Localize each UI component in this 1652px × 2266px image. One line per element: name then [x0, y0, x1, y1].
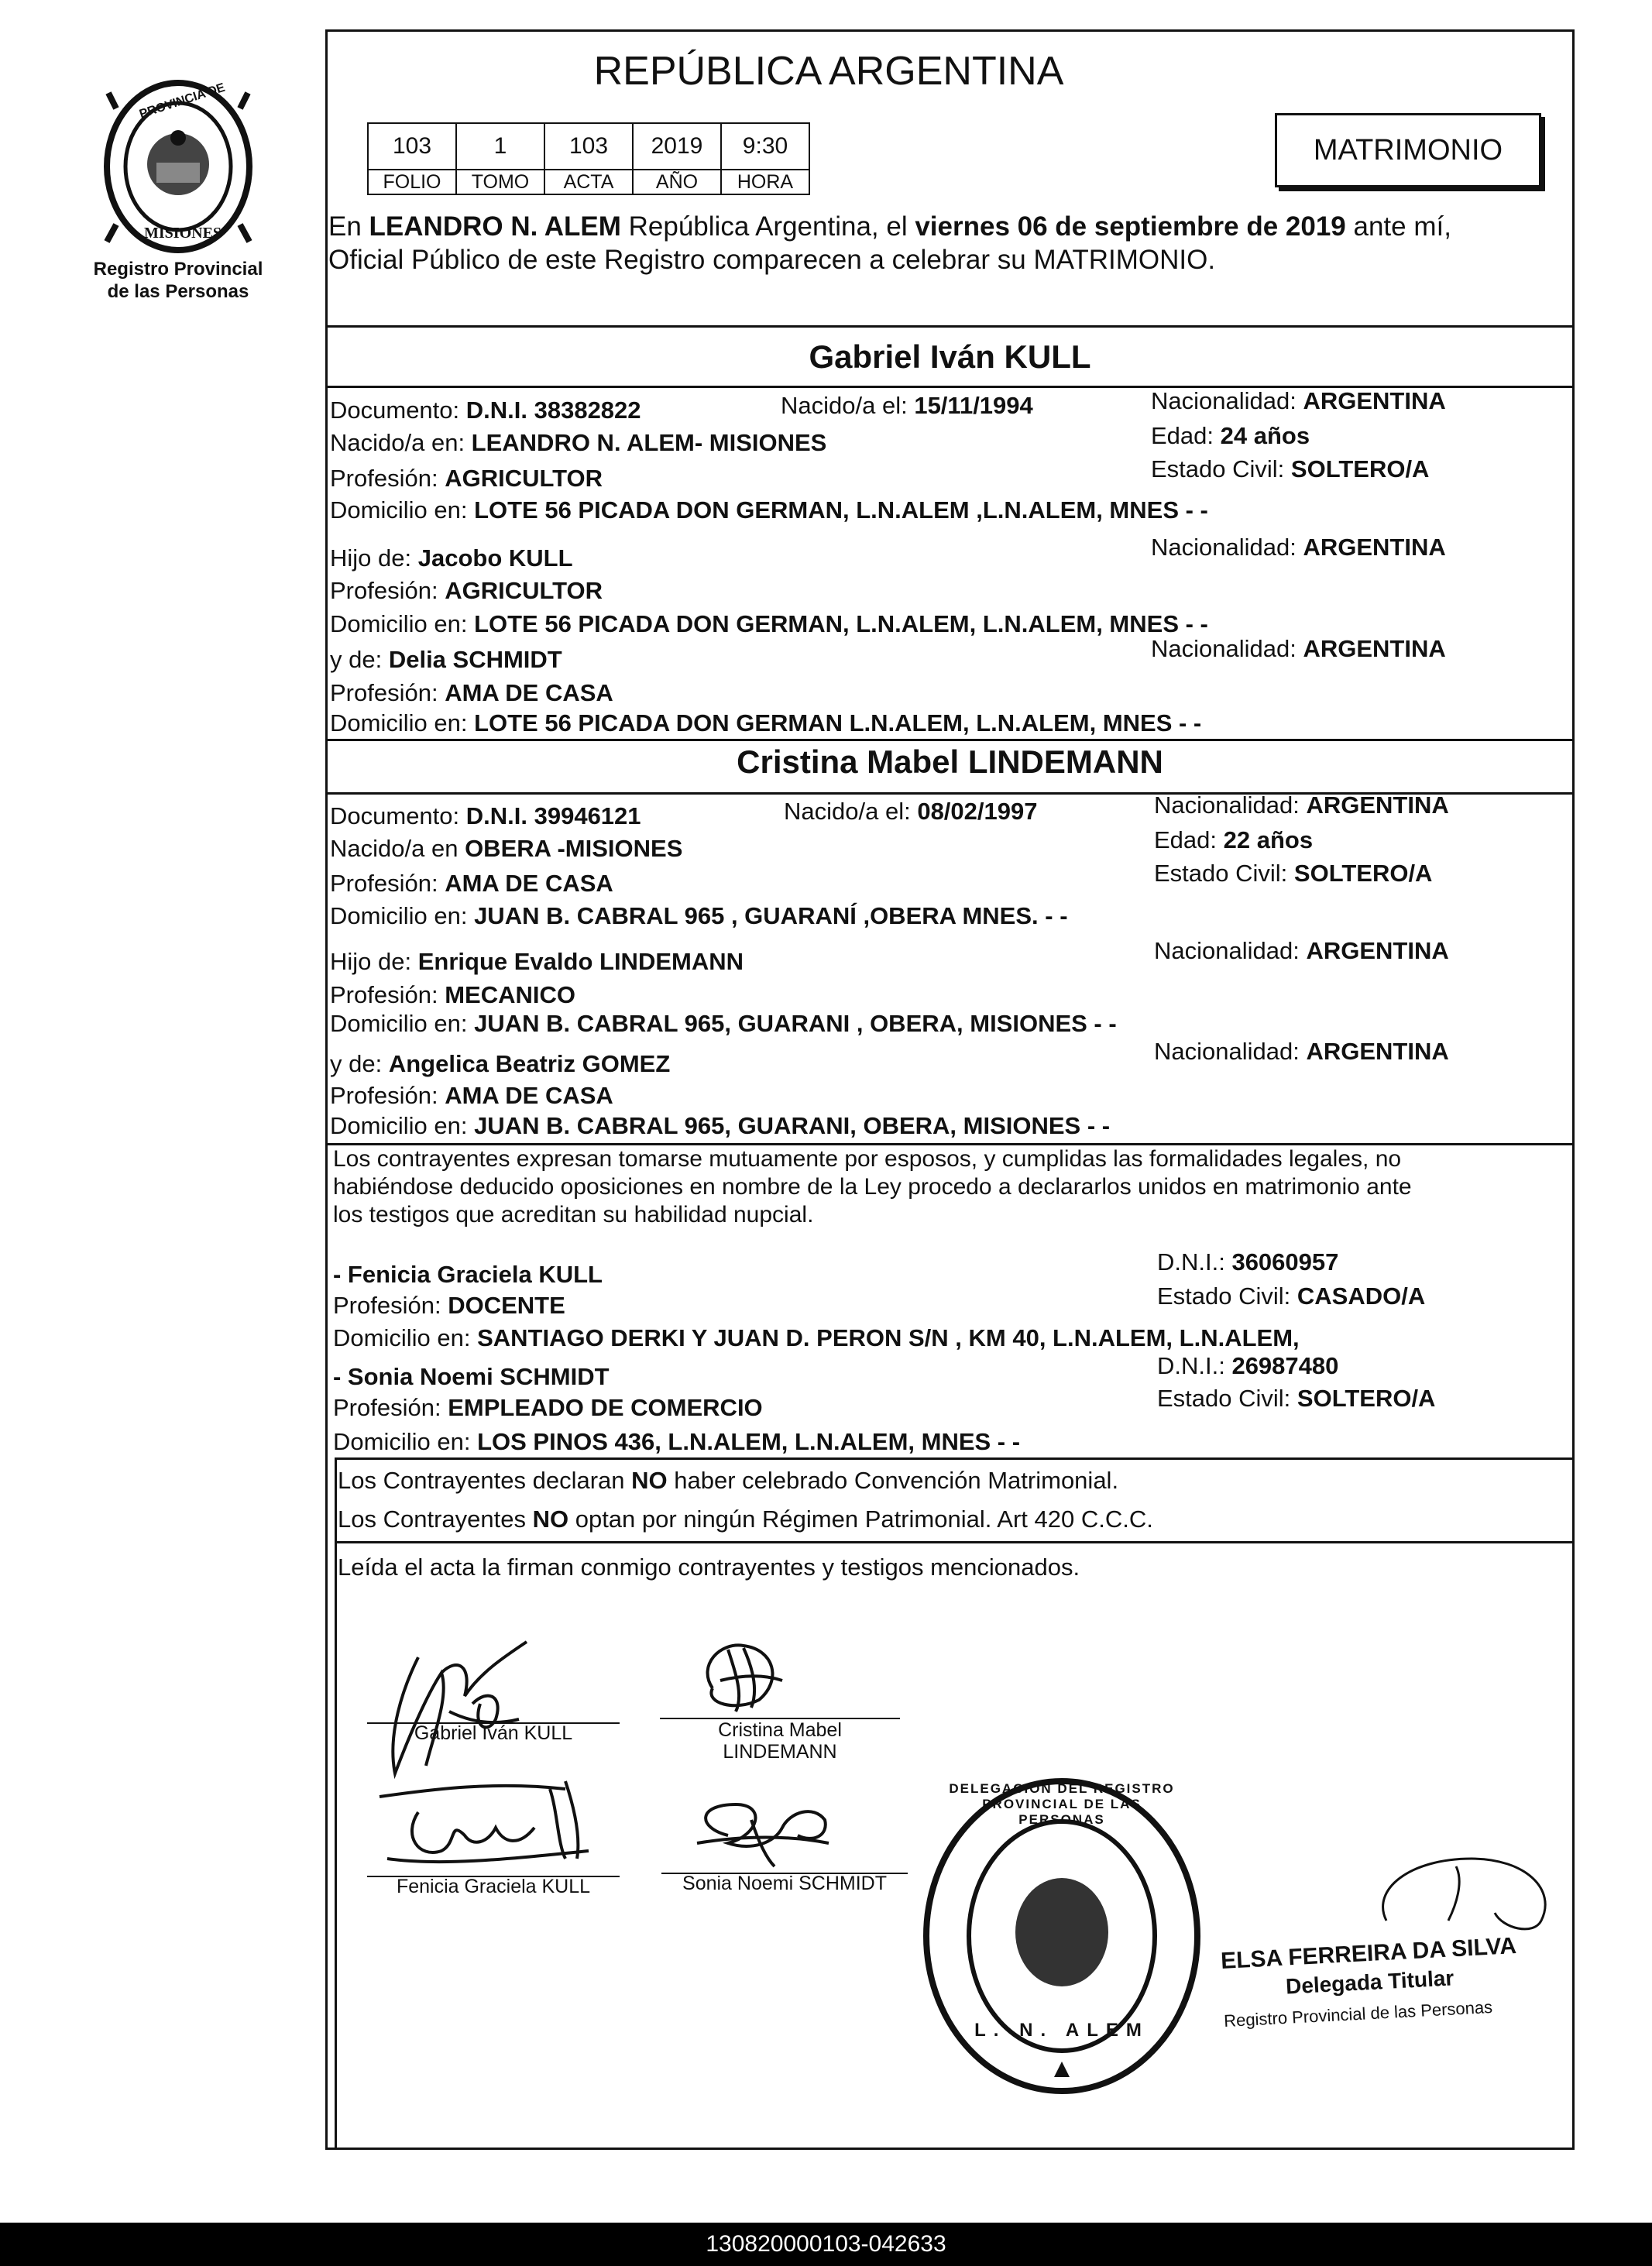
- official-org: Registro Provincial de las Personas: [1223, 1996, 1493, 2031]
- spouse1-father-nat: Nacionalidad: ARGENTINA: [1151, 534, 1446, 561]
- witness2-prof: Profesión: EMPLEADO DE COMERCIO: [333, 1394, 763, 1421]
- spouse2-father-prof: Profesión: MECANICO: [330, 981, 575, 1008]
- convention-line-1: Los Contrayentes declaran NO haber celebrado Convención Matrimonial.: [338, 1467, 1119, 1494]
- seal-text-top: PROVINCIA DE: [138, 81, 227, 122]
- spouse1-prof: Profesión: AGRICULTOR: [330, 465, 603, 492]
- signature-caption-2a: Cristina Mabel: [718, 1719, 842, 1741]
- signature-sonia-icon: [682, 1789, 836, 1882]
- anio-value: 2019: [633, 123, 721, 170]
- spouse1-civil: Estado Civil: SOLTERO/A: [1151, 455, 1430, 482]
- spouse2-father: Hijo de: Enrique Evaldo LINDEMANN: [330, 948, 744, 975]
- act-type-label: MATRIMONIO: [1313, 134, 1503, 167]
- signature-fenicia-icon: [372, 1773, 604, 1882]
- spouse1-mother: y de: Delia SCHMIDT: [330, 646, 562, 673]
- hora-value: 9:30: [721, 123, 809, 170]
- spouse2-father-nat: Nacionalidad: ARGENTINA: [1154, 937, 1449, 964]
- spouse2-prof: Profesión: AMA DE CASA: [330, 870, 613, 897]
- spouse2-nat: Nacionalidad: ARGENTINA: [1154, 791, 1449, 819]
- signature-caption-4: Sonia Noemi SCHMIDT: [682, 1873, 887, 1894]
- spouse2-civil: Estado Civil: SOLTERO/A: [1154, 860, 1433, 887]
- registry-label: [77, 258, 279, 303]
- convention-line-2: Los Contrayentes NO optan por ningún Régimen Patrimonial. Art 420 C.C.C.: [338, 1506, 1153, 1533]
- spouse1-dom: Domicilio en: LOTE 56 PICADA DON GERMAN, L.N.ALEM ,L.N.ALEM, MNES - -: [330, 496, 1208, 524]
- official-signature-icon: [1363, 1843, 1564, 1944]
- registry-label-line1: Registro Provincial: [93, 259, 263, 280]
- stamp-place: L. N. ALEM: [974, 2020, 1149, 2041]
- spouse1-born: Nacido/a el: 15/11/1994: [781, 392, 1033, 419]
- closing-text: Leída el acta la firman conmigo contrayentes y testigos mencionados.: [338, 1554, 1080, 1581]
- witness1-name: - Fenicia Graciela KULL: [333, 1261, 603, 1288]
- spouse1-mother-nat: Nacionalidad: ARGENTINA: [1151, 635, 1446, 662]
- signature-cristina-icon: [689, 1634, 798, 1719]
- witness1-prof: Profesión: DOCENTE: [333, 1292, 565, 1319]
- province-seal: [101, 77, 256, 256]
- spouse2-birthplace: Nacido/a en OBERA -MISIONES: [330, 835, 683, 862]
- spouse1-doc: Documento: D.N.I. 38382822: [330, 397, 641, 424]
- intro-place: LEANDRO N. ALEM: [369, 211, 621, 242]
- spouse2-doc: Documento: D.N.I. 39946121: [330, 802, 641, 829]
- spouse1-nat: Nacionalidad: ARGENTINA: [1151, 387, 1446, 414]
- witness2-dni: D.N.I.: 26987480: [1157, 1352, 1339, 1379]
- witness1-dom: Domicilio en: SANTIAGO DERKI Y JUAN D. PERON S/N , KM 40, L.N.ALEM, L.N.ALEM,: [333, 1324, 1300, 1351]
- declaration-line-2: habiéndose deducido oposiciones en nombre de la Ley procedo a declararlos unidos en matrimonio ante: [333, 1174, 1412, 1200]
- spouse2-born: Nacido/a el: 08/02/1997: [784, 798, 1038, 825]
- spouse2-mother-dom: Domicilio en: JUAN B. CABRAL 965, GUARANI, OBERA, MISIONES - -: [330, 1112, 1111, 1139]
- witness1-civil: Estado Civil: CASADO/A: [1157, 1282, 1426, 1310]
- hora-header: HORA: [721, 170, 809, 194]
- spouse1-mother-dom: Domicilio en: LOTE 56 PICADA DON GERMAN L.N.ALEM, L.N.ALEM, MNES - -: [330, 709, 1202, 736]
- witness2-civil: Estado Civil: SOLTERO/A: [1157, 1385, 1436, 1412]
- official-stamp: [919, 1773, 1205, 2099]
- witness2-name: - Sonia Noemi SCHMIDT: [333, 1363, 610, 1390]
- acta-value: 103: [544, 123, 633, 170]
- signature-gabriel-icon: [372, 1626, 573, 1789]
- spouse2-name: Cristina Mabel LINDEMANN: [737, 743, 1163, 780]
- spouse1-father-prof: Profesión: AGRICULTOR: [330, 577, 603, 604]
- spouse1-name: Gabriel Iván KULL: [809, 338, 1091, 375]
- folio-header: FOLIO: [368, 170, 456, 194]
- signature-caption-1: Gabriel Iván KULL: [414, 1722, 573, 1744]
- declaration-line-3: los testigos que acreditan su habilidad nupcial.: [333, 1202, 814, 1227]
- intro-date: viernes 06 de septiembre de 2019: [915, 211, 1346, 242]
- act-type-box: [1275, 113, 1541, 187]
- declaration-line-1: Los contrayentes expresan tomarse mutuamente por esposos, y cumplidas las formalidades legales, no: [333, 1146, 1402, 1172]
- folio-value: 103: [368, 123, 456, 170]
- witness1-dni: D.N.I.: 36060957: [1157, 1248, 1339, 1275]
- anio-header: AÑO: [633, 170, 721, 194]
- spouse2-age: Edad: 22 años: [1154, 826, 1314, 853]
- spouse1-mother-prof: Profesión: AMA DE CASA: [330, 679, 613, 706]
- registry-label-line2: de las Personas: [107, 281, 249, 302]
- spouse1-birthplace: Nacido/a en: LEANDRO N. ALEM- MISIONES: [330, 429, 827, 456]
- tomo-value: 1: [456, 123, 544, 170]
- stamp-text: DELEGACION DEL REGISTRO PROVINCIAL DE LAS PERSONAS: [949, 1781, 1175, 1827]
- acta-header: ACTA: [544, 170, 633, 194]
- spouse1-age: Edad: 24 años: [1151, 422, 1310, 449]
- footer-code: 130820000103-042633: [706, 2231, 946, 2257]
- registry-table: [367, 122, 810, 195]
- spouse2-mother-prof: Profesión: AMA DE CASA: [330, 1082, 613, 1109]
- spouse2-father-dom: Domicilio en: JUAN B. CABRAL 965, GUARANI , OBERA, MISIONES - -: [330, 1010, 1117, 1037]
- spouse2-mother-nat: Nacionalidad: ARGENTINA: [1154, 1038, 1449, 1065]
- spouse1-father-dom: Domicilio en: LOTE 56 PICADA DON GERMAN, L.N.ALEM, L.N.ALEM, MNES - -: [330, 610, 1208, 637]
- seal-text-bottom: MISIONES: [144, 225, 222, 242]
- spouse1-father: Hijo de: Jacobo KULL: [330, 544, 573, 572]
- signature-caption-3: Fenicia Graciela KULL: [396, 1876, 591, 1897]
- tomo-header: TOMO: [456, 170, 544, 194]
- witness2-dom: Domicilio en: LOS PINOS 436, L.N.ALEM, L.N.ALEM, MNES - -: [333, 1428, 1021, 1455]
- spouse2-dom: Domicilio en: JUAN B. CABRAL 965 , GUARANÍ ,OBERA MNES. - -: [330, 902, 1068, 929]
- official-role: Delegada Titular: [1285, 1966, 1455, 1999]
- footer-bar: [0, 2223, 1652, 2266]
- intro-line-1: En LEANDRO N. ALEM República Argentina, el viernes 06 de septiembre de 2019 ante mí,: [328, 211, 1451, 242]
- official-name: ELSA FERREIRA DA SILVA: [1220, 1933, 1517, 1974]
- spouse2-mother: y de: Angelica Beatriz GOMEZ: [330, 1050, 671, 1077]
- document-title: REPÚBLICA ARGENTINA: [593, 49, 1064, 94]
- intro-line-2: Oficial Público de este Registro comparecen a celebrar su MATRIMONIO.: [328, 245, 1216, 275]
- signature-caption-2b: LINDEMANN: [723, 1741, 837, 1763]
